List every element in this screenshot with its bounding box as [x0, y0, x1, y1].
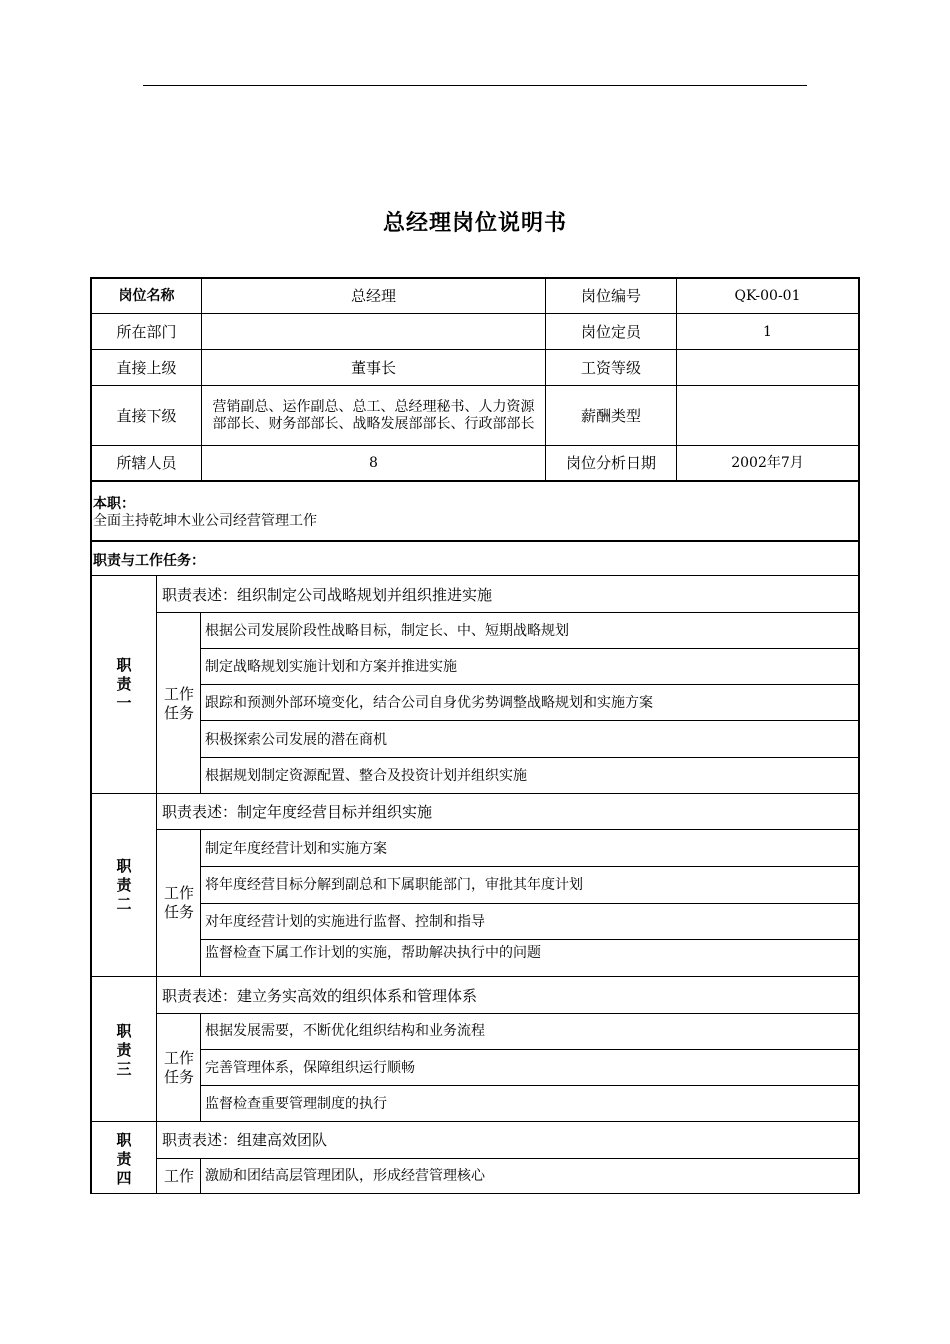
page-title: 总经理岗位说明书 [382, 211, 567, 236]
header-rule [143, 85, 807, 86]
row-divider [156, 1013, 860, 1014]
headcount-value: 1 [763, 323, 772, 340]
position-name-value: 总经理 [350, 287, 396, 305]
duty-1-label: 职 责 一 [116, 656, 132, 712]
row-divider [200, 939, 860, 940]
position-code-value: QK-00-01 [734, 288, 801, 304]
row-divider [156, 612, 860, 613]
row-divider [90, 480, 860, 482]
staff-label: 所辖人员 [116, 454, 177, 472]
duty-4-task: 激励和团结高层管理团队，形成经营管理核心 [205, 1168, 485, 1184]
row-divider [90, 976, 860, 977]
duty-2-label: 职 责 二 [116, 857, 132, 913]
wage-grade-value [677, 350, 858, 385]
duty-2-description: 职责表述：制定年度经营目标并组织实施 [162, 803, 433, 821]
position-code-label: 岗位编号 [580, 287, 641, 305]
row-divider [156, 829, 860, 830]
duty-summary-text: 全面主持乾坤木业公司经营管理工作 [93, 513, 317, 529]
row-divider [90, 1193, 860, 1194]
department-label: 所在部门 [116, 322, 177, 341]
duty-1-task: 积极探索公司发展的潜在商机 [205, 732, 387, 748]
row-divider [200, 1049, 860, 1050]
duty-1-task: 根据公司发展阶段性战略目标，制定长、中、短期战略规划 [205, 623, 569, 639]
section-divider [90, 575, 860, 576]
row-divider [200, 903, 860, 904]
analysis-date-value: 2002年7月 [731, 455, 804, 471]
duty-3-task: 完善管理体系，保障组织运行顺畅 [205, 1060, 415, 1076]
duty-4-work-label: 工作 [163, 1167, 194, 1185]
duties-section-label: 职责与工作任务： [93, 553, 205, 569]
pay-type-value [677, 386, 858, 445]
subordinates-value: 营销副总、运作副总、总工、总经理秘书、人力资源部部长、财务部部长、战略发展部部长、行政部部长 [212, 398, 535, 432]
duty-2-task: 监督检查下属工作计划的实施，帮助解决执行中的问题 [205, 945, 541, 961]
duty-2-task: 将年度经营目标分解到副总和下属职能部门，审批其年度计划 [205, 877, 583, 893]
duty-2-task: 制定年度经营计划和实施方案 [205, 841, 387, 857]
duty-3-work-tasks-label: 工作 任务 [163, 1049, 194, 1086]
wage-grade-label: 工资等级 [580, 358, 641, 377]
duty-2-task: 对年度经营计划的实施进行监督、控制和指导 [205, 914, 485, 930]
row-divider [90, 1121, 860, 1122]
row-divider [200, 684, 860, 685]
superior-label: 直接上级 [116, 358, 177, 377]
duty-3-description: 职责表述：建立务实高效的组织体系和管理体系 [162, 987, 478, 1005]
superior-value: 董事长 [350, 358, 396, 377]
pay-type-label: 薪酬类型 [580, 406, 641, 425]
row-divider [200, 866, 860, 867]
row-divider [90, 793, 860, 794]
duty-summary-label: 本职： [93, 496, 135, 512]
duty-1-description: 职责表述：组织制定公司战略规划并组织推进实施 [162, 586, 493, 604]
duty-3-label: 职 责 三 [116, 1022, 132, 1078]
staff-value: 8 [369, 455, 378, 471]
duty-1-task: 制定战略规划实施计划和方案并推进实施 [205, 659, 457, 675]
headcount-label: 岗位定员 [580, 322, 641, 341]
row-divider [200, 720, 860, 721]
duty-4-label: 职 责 四 [116, 1131, 132, 1187]
row-divider [200, 648, 860, 649]
duty-1-task: 根据规划制定资源配置、整合及投资计划并组织实施 [205, 768, 527, 784]
duty-1-task: 跟踪和预测外部环境变化，结合公司自身优劣势调整战略规划和实施方案 [205, 695, 653, 711]
subordinates-label: 直接下级 [116, 406, 177, 425]
position-name-label: 岗位名称 [118, 288, 175, 304]
section-divider [90, 540, 860, 542]
duty-2-work-tasks-label: 工作 任务 [163, 884, 194, 921]
row-divider [156, 1158, 860, 1159]
duty-4-description: 职责表述：组建高效团队 [162, 1131, 328, 1149]
row-divider [200, 1085, 860, 1086]
row-divider [200, 757, 860, 758]
duty-1-work-tasks-label: 工作 任务 [163, 685, 194, 722]
duty-3-task: 根据发展需要，不断优化组织结构和业务流程 [205, 1023, 485, 1039]
duty-3-task: 监督检查重要管理制度的执行 [205, 1096, 387, 1112]
department-value [202, 314, 545, 349]
analysis-date-label: 岗位分析日期 [565, 454, 656, 472]
